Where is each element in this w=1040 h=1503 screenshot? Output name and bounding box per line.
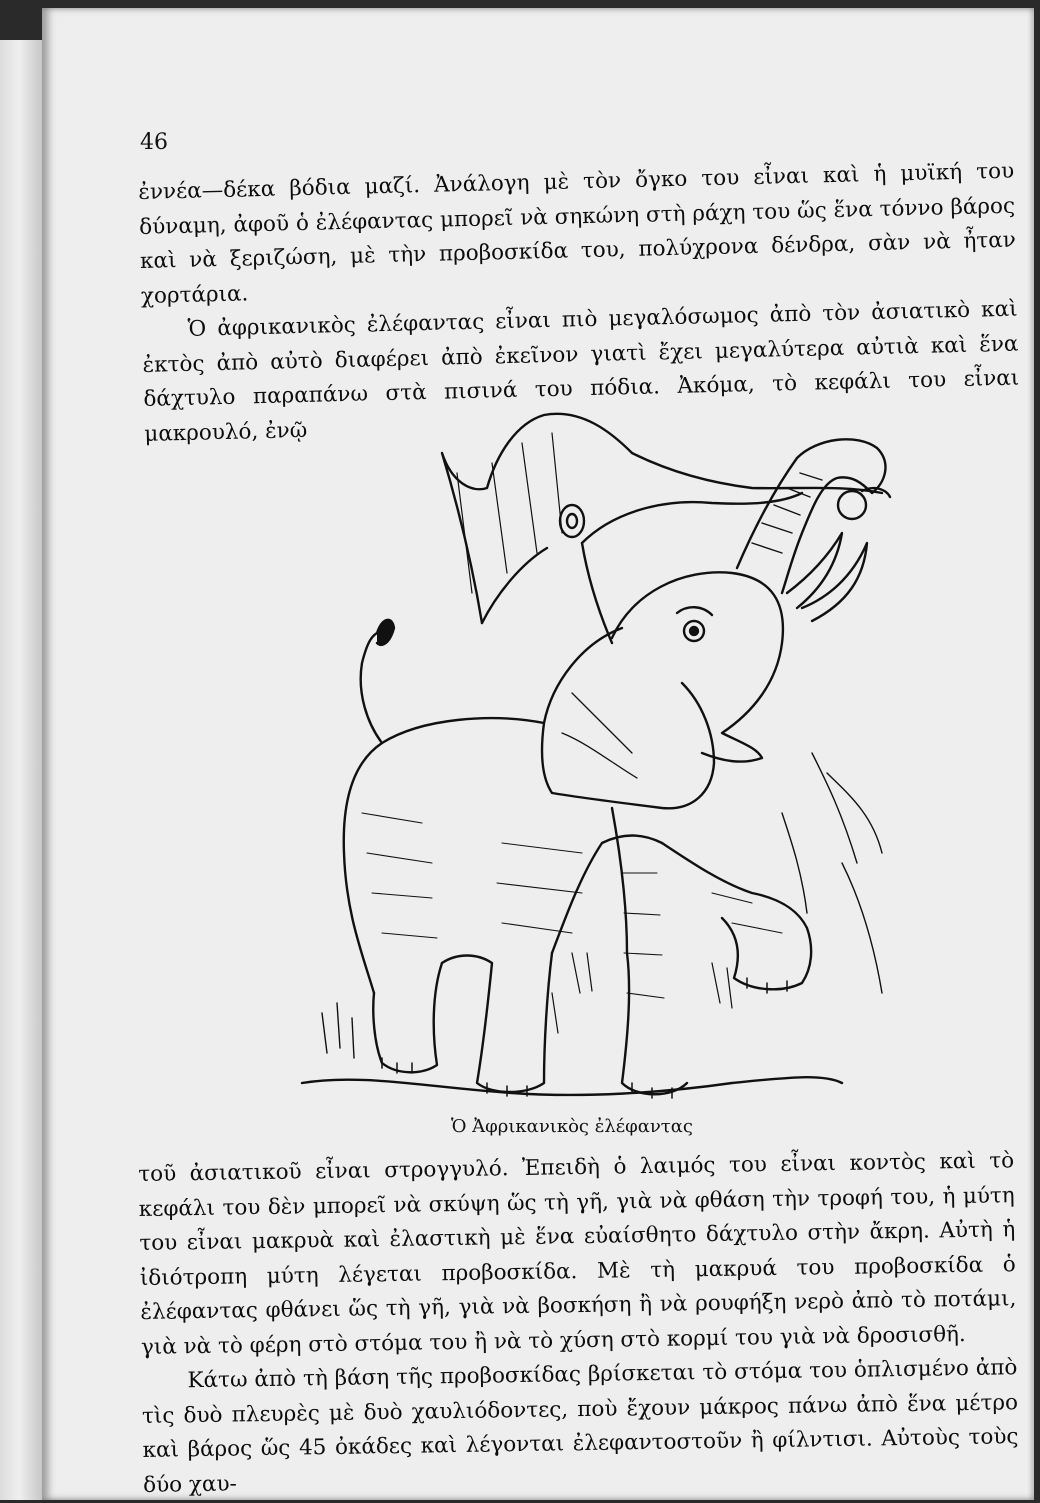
elephant-leg xyxy=(662,843,811,989)
page-number: 46 xyxy=(140,130,168,155)
paragraph: Κάτω ἀπὸ τὴ βάση τῆς προβοσκίδας βρίσκεται τὸ στόμα του ὁπλισμένο ἀπὸ τὶς δυὸ πλευρὲς μὲ δυὸ χαυλιόδοντες, ποὺ ἔχουν μάκρος πάνω ἀπὸ ἕνα μέτρο καὶ βάρος ὥς 45 ὀκάδες καὶ λέγονται ἐλεφαντοστοῦν ἢ φίλντισι. Αὐτοὺς τοὺς δύο χαυ- xyxy=(141,1355,1019,1498)
page-stack-edge xyxy=(0,40,48,1500)
text-block-bottom xyxy=(138,1144,1019,1503)
book-page xyxy=(42,8,1034,1500)
paragraph: ἐννέα—δέκα βόδια μαζί. Ἀνάλογη μὲ τὸν ὄγκο του εἶναι καὶ ἡ μυϊκή του δύναμη, ἀφοῦ ὁ ἐλέφαντας μπορεῖ νὰ σηκώνη στὴ ράχη του ὥς ἕνα τόννο βάρος καὶ νὰ ξεριζώση, μὲ τὴν προβοσκίδα του, πολύχρονα δένδρα, σὰν νὰ ἦταν χορτάρια. xyxy=(138,158,1017,309)
paragraph: τοῦ ἀσιατικοῦ εἶναι στρογγυλό. Ἐπειδὴ ὁ λαιμός του εἶναι κοντὸς καὶ τὸ κεφάλι του δὲν μπορεῖ νὰ σκύψη ὥς τὴ γῆ, γιὰ νὰ φθάση τὴν τροφή του, ἡ μύτη του εἶναι μακρυὰ καὶ ἐλαστικὴ μὲ ἕνα εὐαίσθητο δάχτυλο στὴν ἄκρη. Αὐτὴ ἡ ἰδιότροπη μύτη λέγεται προβοσκίδα. Μὲ τὴ μακρυά του προβοσκίδα ὁ ἐλέφαντας φθάνει ὥς τὴ γῆ, γιὰ νὰ βοσκήση ἢ νὰ ρουφήξη νερὸ ἀπὸ τὸ ποτάμι, γιὰ νὰ τὸ φέρη στὸ στόμα του ἢ νὰ τὸ χύση στὸ κορμί του γιὰ νὰ δροσισθῆ. xyxy=(138,1148,1017,1360)
elephant-illustration xyxy=(282,393,902,1113)
elephant-trunk xyxy=(737,439,885,593)
elephant-body xyxy=(344,718,544,993)
elephant-ear xyxy=(542,628,714,808)
elephant-head xyxy=(612,572,783,761)
elephant-tusk xyxy=(787,533,842,608)
figure-caption: Ὁ Ἀφρικανικὸς ἐλέφαντας xyxy=(450,1116,693,1137)
elephant-tail xyxy=(361,631,382,743)
paragraph: Ὁ ἀφρικανικὸς ἐλέφαντας εἶναι πιὸ μεγαλόσωμος ἀπὸ τὸν ἀσιατικὸ καὶ ἐκτὸς ἀπὸ αὐτὸ διαφέρει ἀπὸ ἐκεῖνον γιατὶ ἔχει μεγαλύτερα αὐτιὰ καὶ ἕνα δάχτυλο παραπάνω στὰ πισινά του πόδια. Ἀκόμα, τὸ κεφάλι του εἶναι μακρουλό, ἐνῷ xyxy=(142,296,1020,447)
ground xyxy=(302,1077,842,1095)
